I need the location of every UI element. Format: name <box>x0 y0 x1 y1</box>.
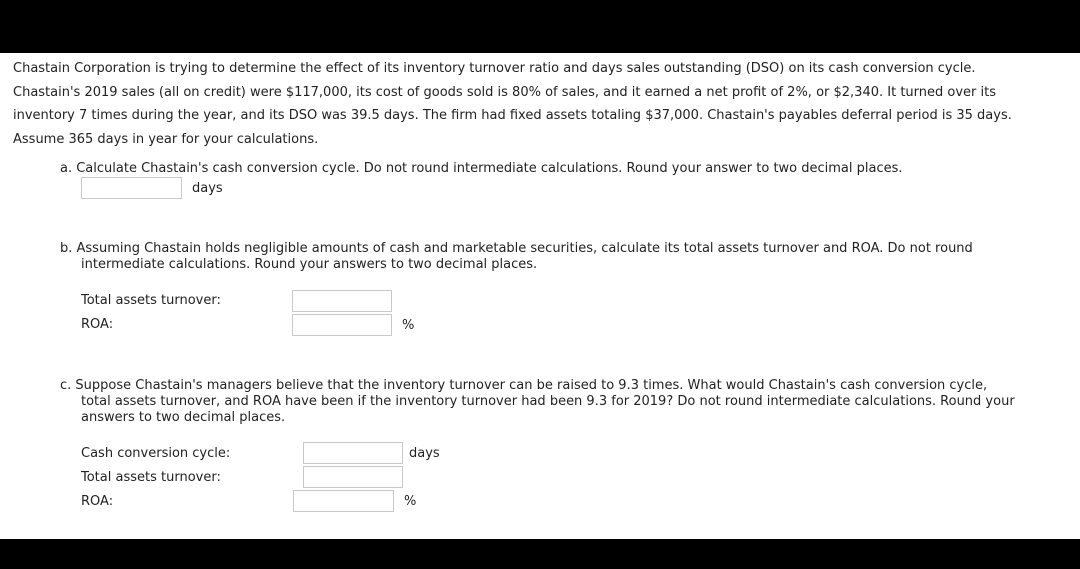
part-b-tat-input[interactable] <box>292 290 392 312</box>
part-b-tat-label: Total assets turnover: <box>81 293 221 308</box>
problem-page <box>0 53 1080 539</box>
part-c-text-line: total assets turnover, and ROA have been if the inventory turnover had been 9.3 for 2019? Do not round intermediate calculations. Round your <box>81 394 1015 409</box>
intro-line: inventory 7 times during the year, and its DSO was 39.5 days. The firm had fixed assets totaling $37,000. Chastain's payables deferral period is 35 days. <box>13 108 1012 123</box>
part-b-text-line: intermediate calculations. Round your answers to two decimal places. <box>81 257 538 272</box>
part-c-text-line: answers to two decimal places. <box>81 410 286 425</box>
part-c-tat-input[interactable] <box>303 466 403 488</box>
part-c-percent-unit: % <box>404 494 417 509</box>
intro-line: Chastain Corporation is trying to determine the effect of its inventory turnover ratio and days sales outstanding (DSO) on its cash conversion cycle. <box>13 61 976 76</box>
part-b-question <box>60 241 973 273</box>
part-b-percent-unit: % <box>402 318 415 333</box>
part-c-ccc-input[interactable] <box>303 442 403 464</box>
part-c-days-unit: days <box>409 446 440 461</box>
part-a-ccc-input[interactable] <box>81 177 182 199</box>
part-a-text: a. Calculate Chastain's cash conversion cycle. Do not round intermediate calculations. Round your answer to two decimal places. <box>60 161 903 176</box>
part-c-roa-label: ROA: <box>81 494 114 509</box>
part-a-days-unit: days <box>192 181 223 196</box>
part-c-tat-label: Total assets turnover: <box>81 470 221 485</box>
intro-line: Chastain's 2019 sales (all on credit) were $117,000, its cost of goods sold is 80% of sales, and it earned a net profit of 2%, or $2,340. It turned over its <box>13 84 996 100</box>
part-a-question <box>60 161 903 177</box>
part-b-roa-label: ROA: <box>81 317 114 332</box>
part-c-text-line: c. Suppose Chastain's managers believe that the inventory turnover can be raised to 9.3 times. What would Chastain's cash conversion cycle, <box>60 378 988 393</box>
part-b-roa-input[interactable] <box>292 314 392 336</box>
part-c-question <box>60 378 1015 426</box>
part-c-roa-input[interactable] <box>293 490 394 512</box>
problem-intro <box>13 57 1073 151</box>
part-c-ccc-label: Cash conversion cycle: <box>81 446 231 461</box>
intro-line: Assume 365 days in year for your calculations. <box>13 131 319 147</box>
part-b-text-line: b. Assuming Chastain holds negligible amounts of cash and marketable securities, calculate its total assets turnover and ROA. Do not round <box>60 241 973 256</box>
